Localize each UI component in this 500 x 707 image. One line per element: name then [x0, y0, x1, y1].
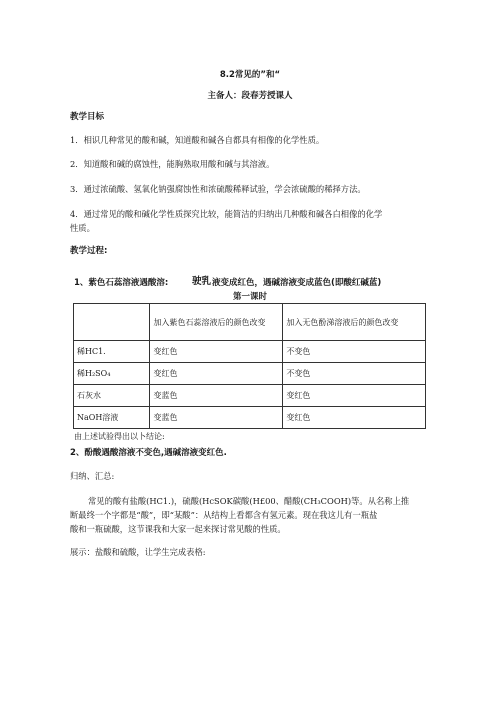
summary-paragraph-line-1: 常见的酸有盐酸(HC1.)，硫酸(HcSOK碳酸(H£00、醋酸(CH₃COOH)等。从名称上推: [88, 496, 410, 506]
table-header-row: [74, 304, 426, 341]
summary-label: 归纳、汇总:: [70, 471, 115, 481]
lesson-label: 第一课时: [232, 292, 267, 302]
display-line: 展示：盐酸和硫酸，让学生完成表格:: [70, 547, 206, 557]
table-row: [74, 341, 426, 363]
table-cell: 变红色: [150, 341, 283, 363]
document-title: 8.2常见的”和“: [219, 70, 281, 80]
point-1-start: 1、紫色石蕊溶液遇酸溶:: [74, 278, 169, 288]
table-cell: 不变色: [283, 363, 426, 385]
preparer-line: 主备人：段春芳授课人: [207, 91, 293, 101]
table-cell: 稀H₂SO₄: [74, 363, 150, 385]
table-cell: 石灰水: [74, 385, 150, 407]
table-row: [74, 363, 426, 385]
goal-item-4-continued: 性质。: [70, 223, 95, 233]
table-cell: 变蓝色: [150, 385, 283, 407]
table-header-cell: 加入无色酚涕溶液后的颜色改变: [283, 304, 426, 341]
table-cell: 变红色: [283, 407, 426, 429]
summary-paragraph-line-3: 酸和一瓶硫酸，这节课我和大家一起来探讨常见酸的性质。: [70, 524, 286, 534]
overlay-text: 驶乳: [192, 276, 212, 287]
table-row: [74, 385, 426, 407]
table-cell: 稀HC1.: [74, 341, 150, 363]
table-cell: 变红色: [150, 363, 283, 385]
goal-item-1: 1．相识几种常见的酸和碱，知道酸和碱各自都具有相像的化学性质。: [70, 135, 325, 145]
table-header-cell: 加入紫色石蕊溶液后的颜色改变: [150, 304, 283, 341]
table-cell: 变红色: [283, 385, 426, 407]
table-cell: 变蓝色: [150, 407, 283, 429]
goal-item-2: 2．知道酸和碱的腐蚀性，能胸熟取用酸和碱与其溶液。: [70, 159, 275, 169]
point-1-end: 液变成红色，遇碱溶液变成蓝色(即酸红碱蓝): [212, 278, 382, 288]
goal-item-4: 4．通过常见的酸和碱化学性质探究比较，能简洁的归纳出几种酸和碱各白相像的化学: [70, 209, 383, 219]
indicator-table: [73, 303, 426, 429]
goals-heading: 教学目标: [70, 112, 105, 122]
process-heading: 教学过程:: [70, 246, 108, 256]
conclusion-line: 由上述试验得出以卜结论:: [74, 432, 165, 441]
table-cell: 不变色: [283, 341, 426, 363]
summary-paragraph-line-2: 断最终一个字都是“酸”，即“某酸”：从结构上看都含有氢元素。现在我这儿有一瓶盐: [70, 510, 378, 520]
point-2: 2、酚酸遇酸溶液不变色,遇碱溶液变红色.: [70, 448, 227, 458]
table-header-cell: [74, 304, 150, 341]
table-row: [74, 407, 426, 429]
table-cell: NaOH溶液: [74, 407, 150, 429]
goal-item-3: 3．通过浓硫酸、氢氧化钠强腐蚀性和浓硫酸稀释试验，学会浓硫酸的稀择方法。: [70, 184, 366, 194]
